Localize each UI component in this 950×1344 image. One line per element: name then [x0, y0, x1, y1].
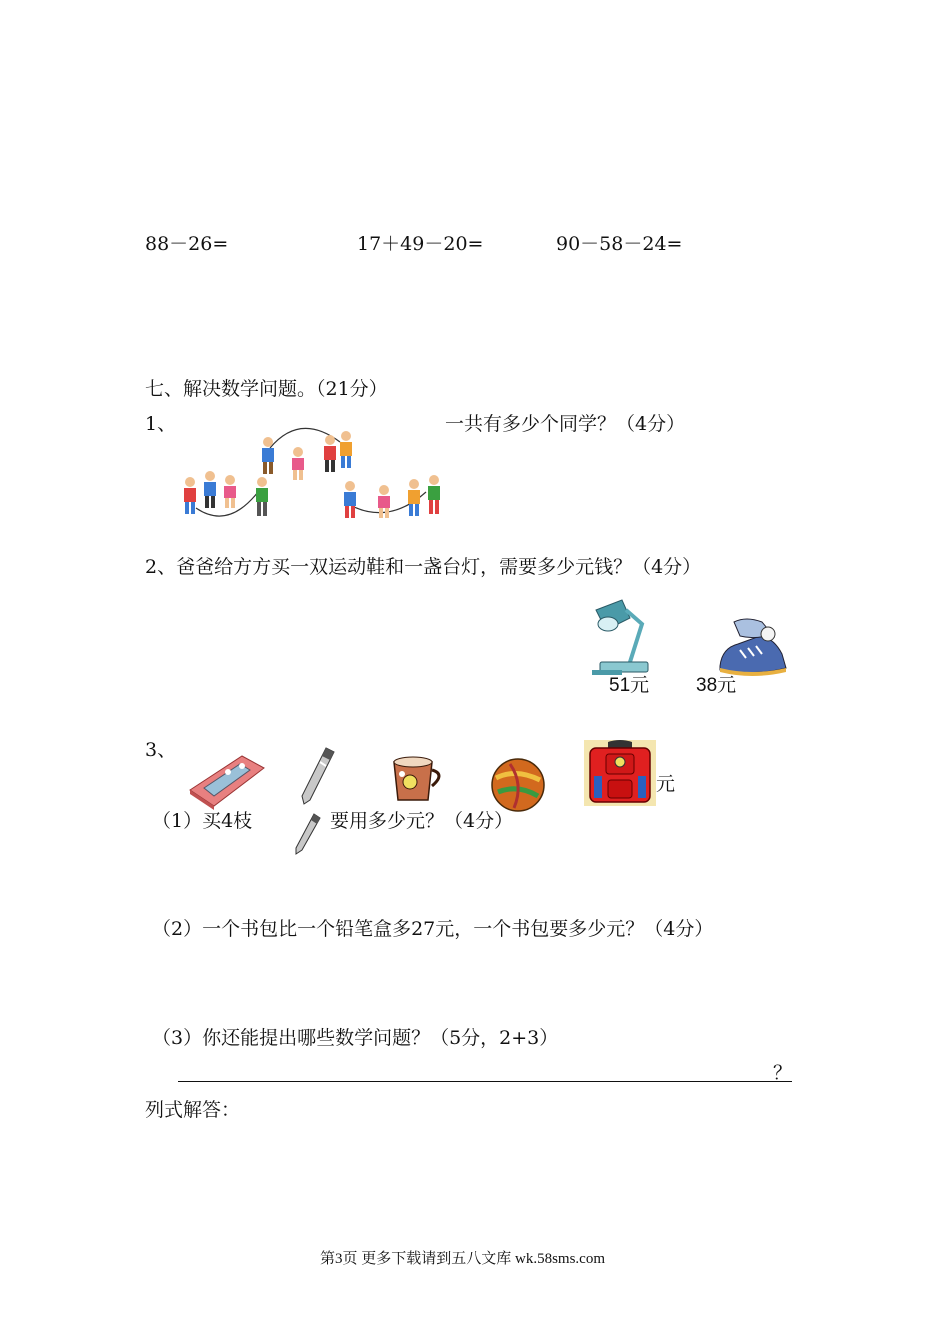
q2-question: 2、爸爸给方方买一双运动鞋和一盏台灯，需要多少元钱？（4分） — [145, 556, 702, 578]
calc-expression-2: 17＋49－20= — [357, 233, 484, 255]
calc-expression-3: 90－58－24= — [556, 233, 683, 255]
bag-price-unit: 元 — [656, 773, 676, 795]
q3-part1-suffix: 要用多少元？（4分） — [330, 810, 514, 832]
cup-picture — [388, 752, 448, 806]
pen-picture-1 — [298, 744, 340, 808]
pencil-case-picture — [184, 750, 268, 812]
section-heading: 七、解决数学问题。（21分） — [145, 378, 388, 400]
q3-part3: （3）你还能提出哪些数学问题？（5分，2+3） — [152, 1027, 559, 1049]
q3-part2: （2）一个书包比一个铅笔盒多27元，一个书包要多少元？（4分） — [152, 918, 714, 940]
q3-number: 3、 — [145, 739, 177, 761]
lamp-price: 51元 — [609, 675, 650, 696]
q3-part1-prefix: （1）买4枝 — [152, 810, 253, 832]
page-footer: 第3页 更多下载请到五八文库 wk.58sms.com — [320, 1251, 606, 1267]
pen-picture-2 — [292, 810, 324, 858]
jump-rope-children-illustration — [178, 418, 450, 528]
desk-lamp-picture — [586, 596, 672, 680]
sneakers-picture — [716, 614, 790, 678]
q1-number: 1、 — [145, 413, 177, 435]
question-mark: ？ — [773, 1062, 793, 1084]
shoes-price: 38元 — [696, 675, 737, 696]
ball-picture — [488, 756, 548, 814]
schoolbag-picture — [584, 740, 656, 806]
calc-expression-1: 88－26= — [145, 233, 229, 255]
answer-blank-line — [178, 1081, 792, 1082]
answer-label: 列式解答： — [145, 1099, 241, 1121]
q1-question: 一共有多少个同学？（4分） — [445, 413, 686, 435]
